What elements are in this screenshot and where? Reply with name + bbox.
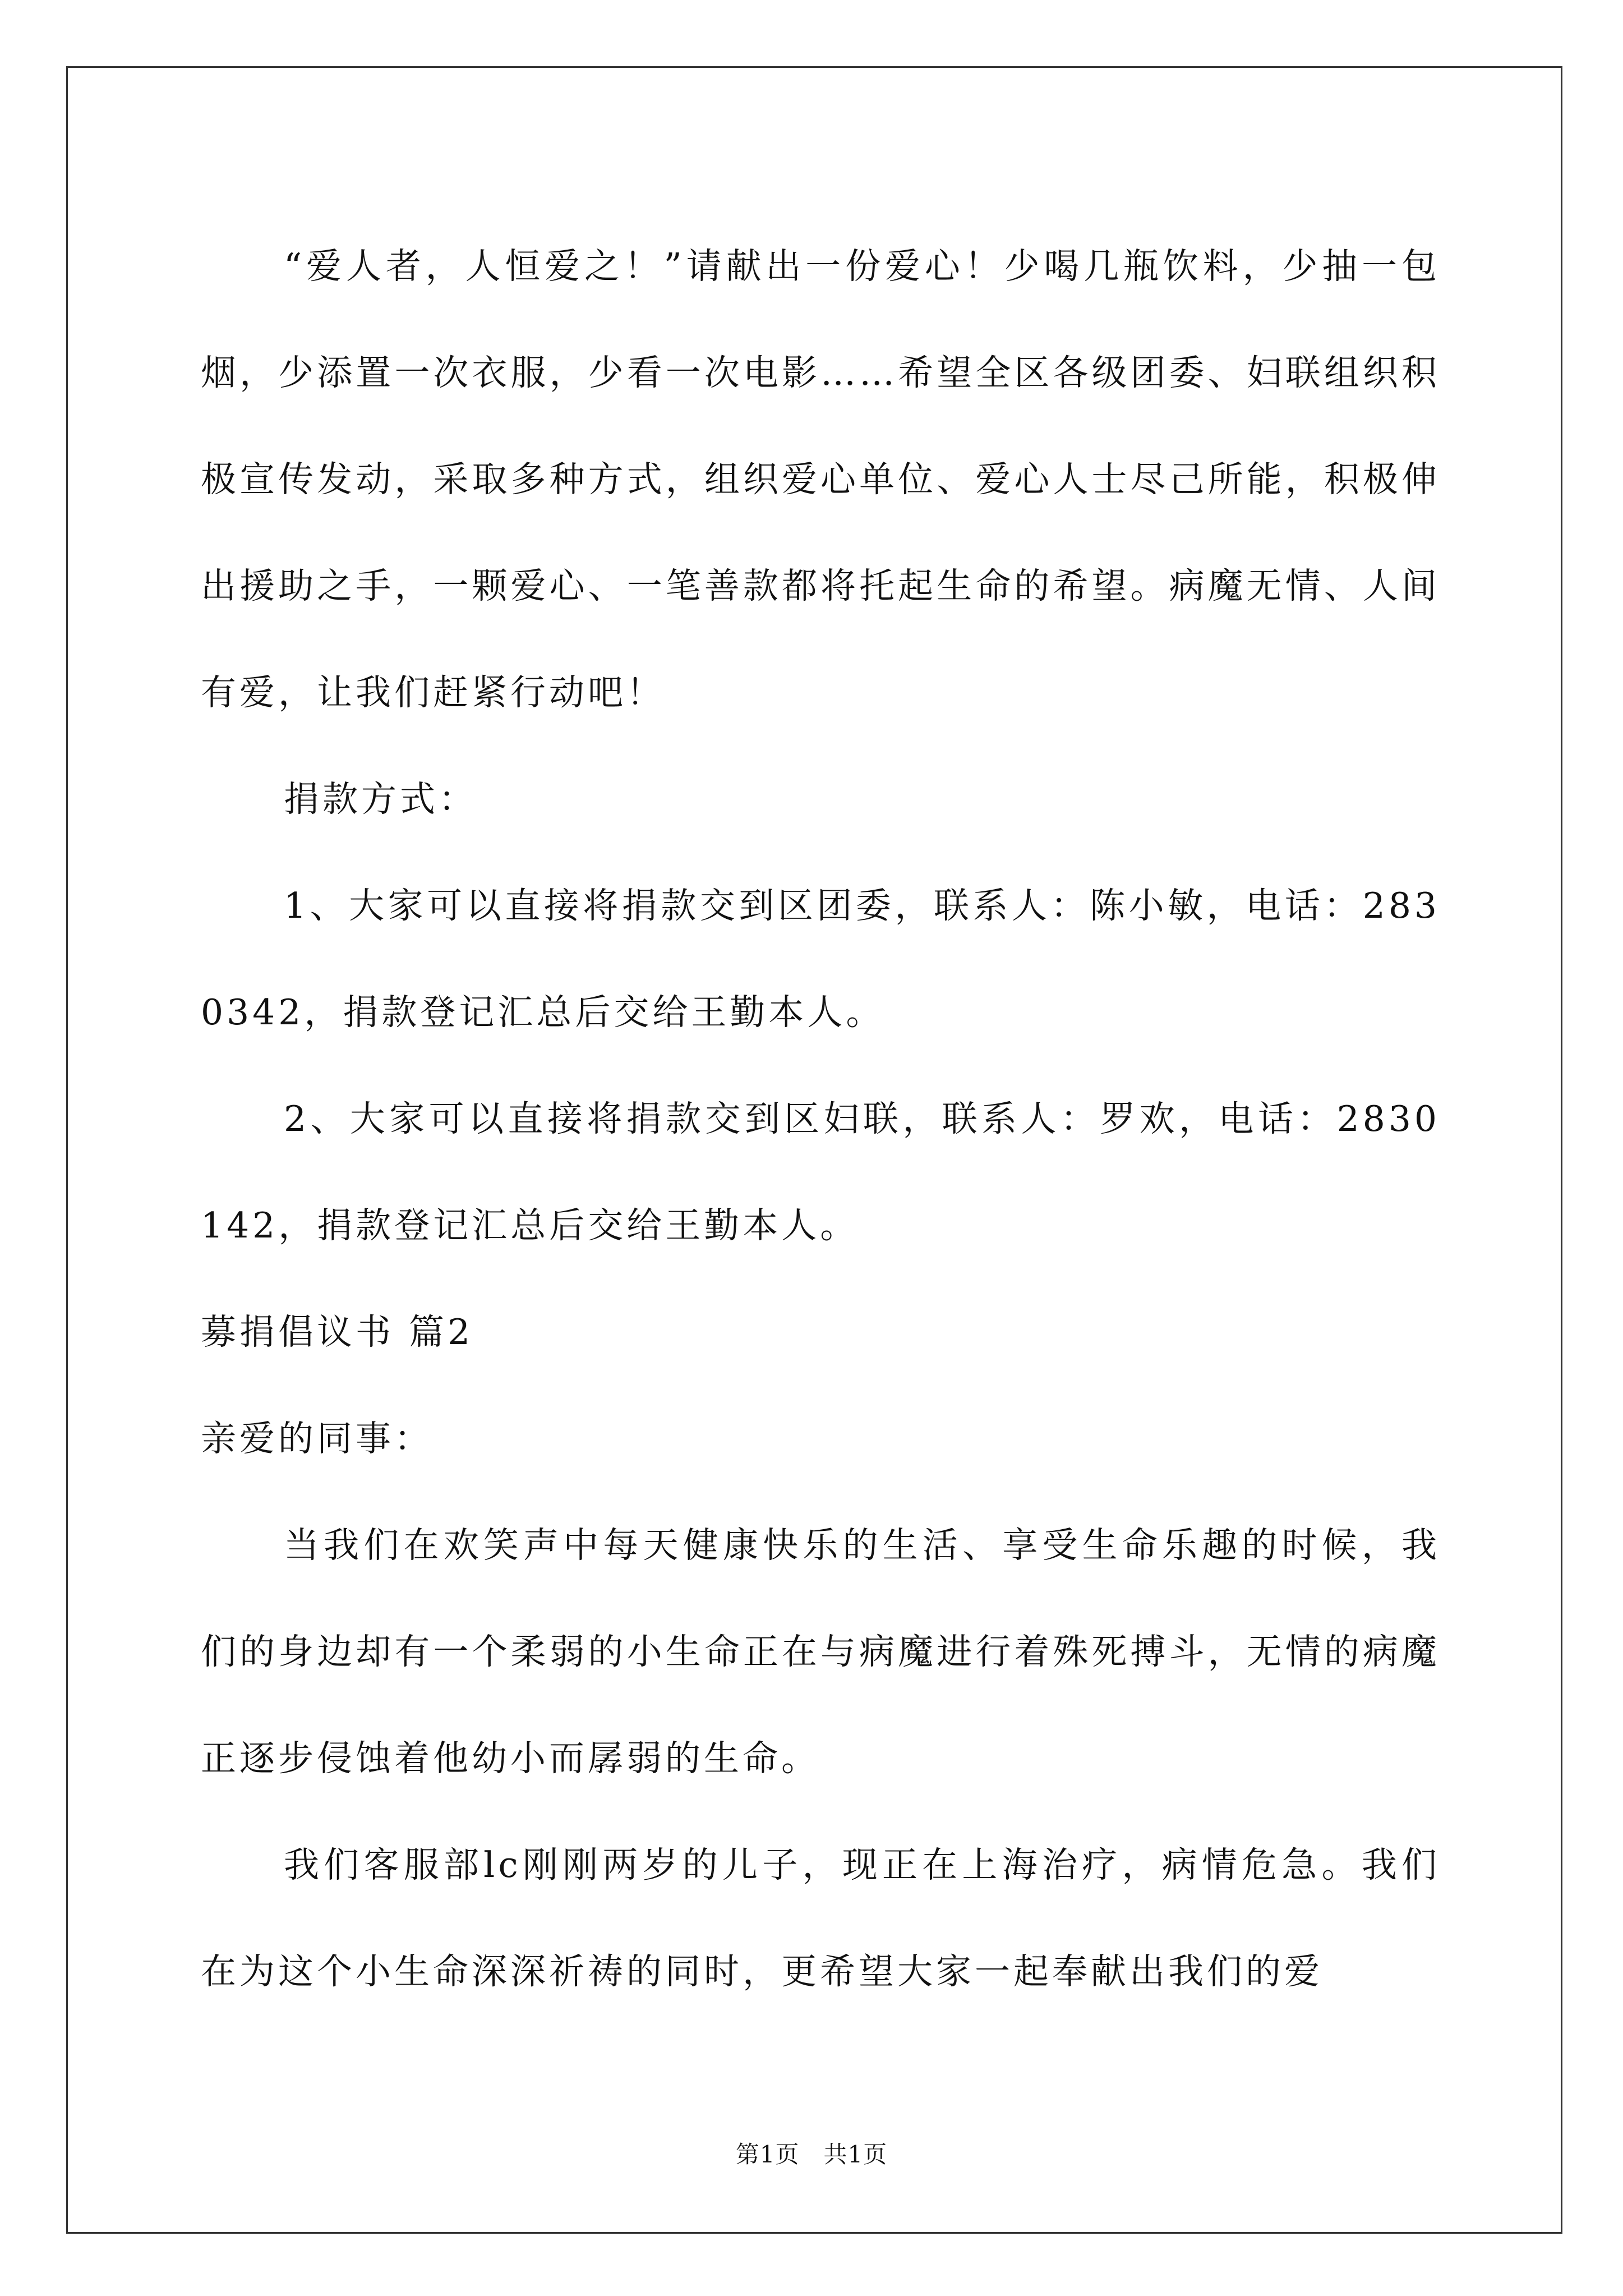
salutation: 亲爱的同事： xyxy=(201,1418,433,1459)
paragraph-donation-methods-heading: 捐款方式： xyxy=(284,779,477,820)
section-title: 募捐倡议书 篇2 xyxy=(201,1312,474,1352)
paragraph-intro: 当我们在欢笑声中每天健康快乐的生活、享受生命乐趣的时候，我们的身边却有一个柔弱的小生命正在与病魔进行着殊死搏斗，无情的病魔正逐步侵蚀着他幼小而孱弱的生命。 xyxy=(201,1525,1440,1779)
paragraph-method-2: 2、大家可以直接将捐款交到区妇联，联系人：罗欢，电话：2830142，捐款登记汇总后交给王勤本人。 xyxy=(201,1098,1440,1246)
paragraph-appeal: “爱人者，人恒爱之！”请献出一份爱心！少喝几瓶饮料，少抽一包烟，少添置一次衣服，少看一次电影……希望全区各级团委、妇联组织积极宣传发动，采取多种方式，组织爱心单位、爱心人士尽己所能，积极伸出援助之手，一颗爱心、一笔善款都将托起生命的希望。病魔无情、人间有爱，让我们赶紧行动吧！ xyxy=(201,246,1440,713)
page-footer: 第1页 共1页 xyxy=(735,2141,888,2168)
paragraph-situation: 我们客服部lc刚刚两岁的儿子，现正在上海治疗，病情危急。我们在为这个小生命深深祈祷的同时，更希望大家一起奉献出我们的爱 xyxy=(201,1844,1440,1992)
document-body xyxy=(201,213,1440,2025)
paragraph-method-1: 1、大家可以直接将捐款交到区团委，联系人：陈小敏，电话：2830342，捐款登记汇总后交给王勤本人。 xyxy=(201,885,1440,1033)
